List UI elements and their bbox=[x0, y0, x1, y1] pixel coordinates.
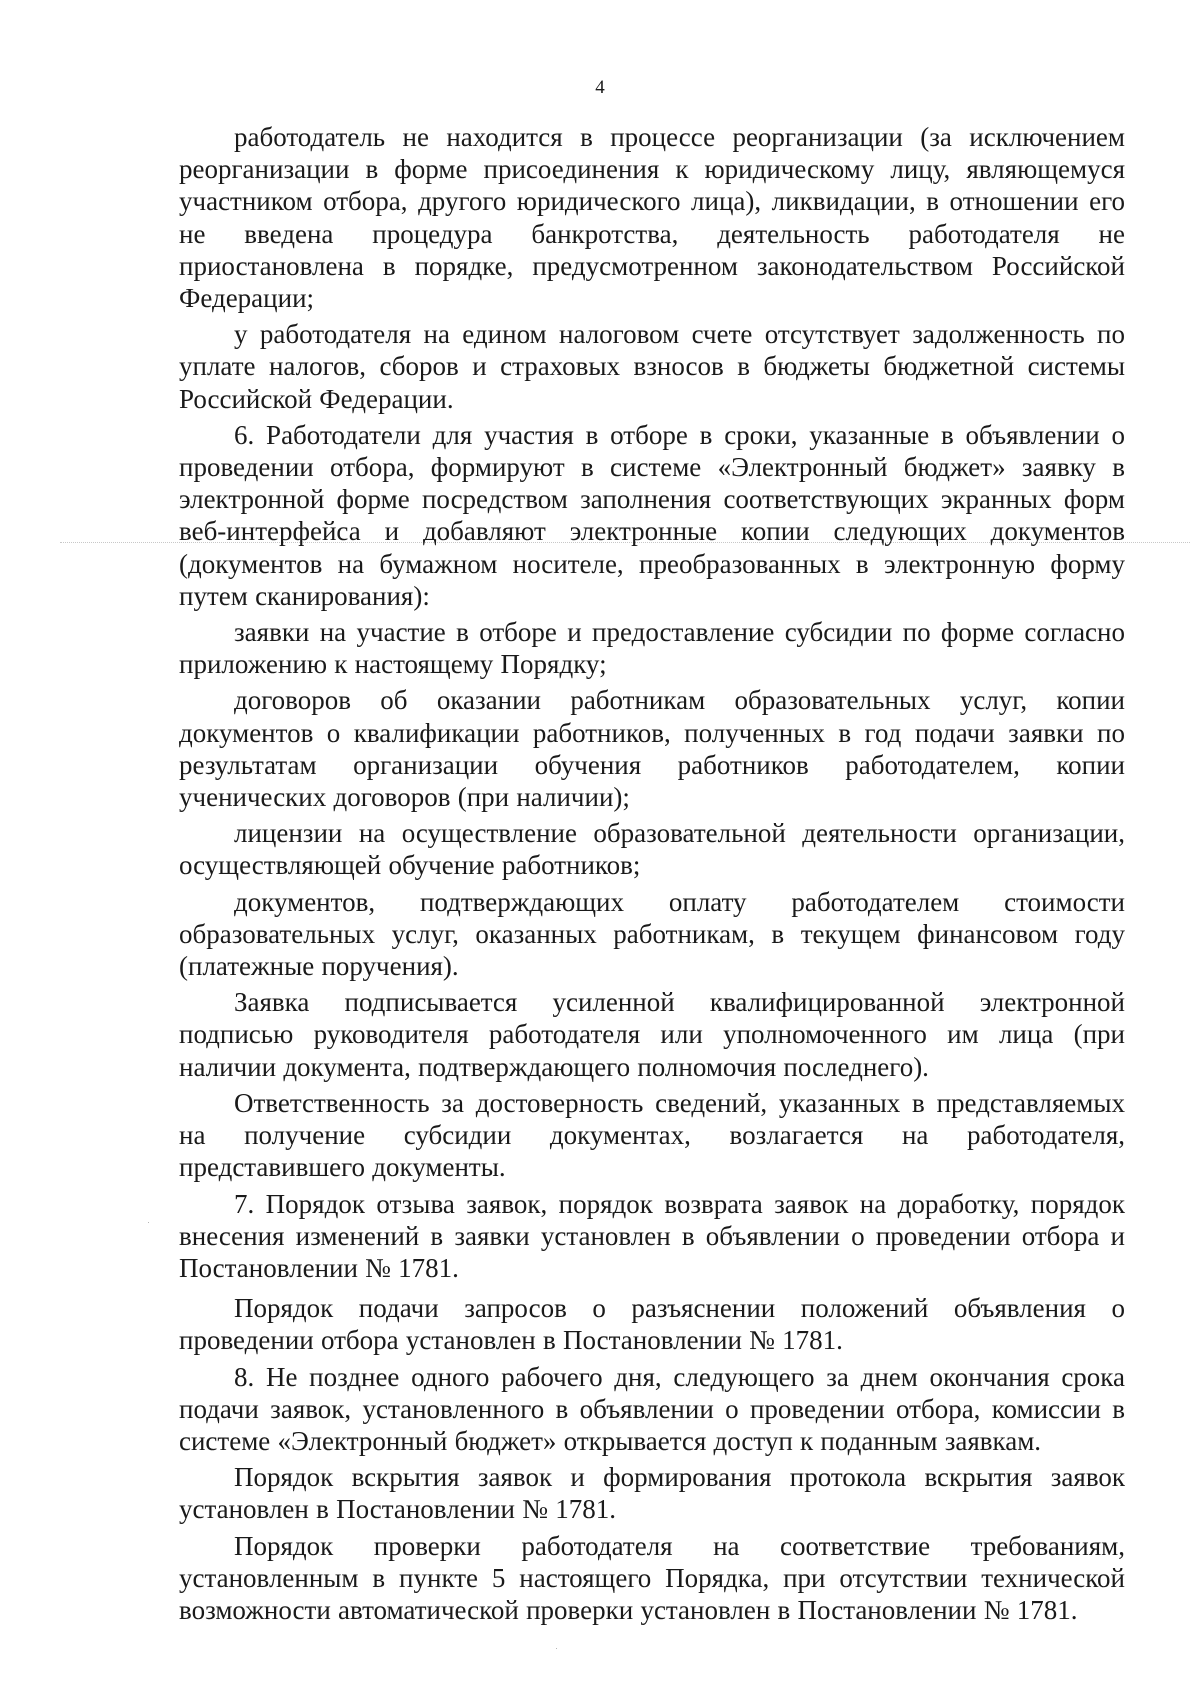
paragraph-signature: Заявка подписывается усиленной квалифицированной электронной подписью руководителя работодателя или уполномоченного им лица (при наличии документа, подтверждающего полномочия последнего). bbox=[179, 987, 1125, 1082]
paragraph-clarification-requests: Порядок подачи запросов о разъяснении положений объявления о проведении отбора установлен в Постановлении № 1781. bbox=[179, 1293, 1125, 1356]
scan-speck bbox=[556, 1648, 557, 1649]
page-number: 4 bbox=[595, 77, 605, 98]
paragraph-reorganization-condition: работодатель не находится в процессе реорганизации (за исключением реорганизации в форме присоединения к юридическому лицу, являющемуся участником отбора, другого юридического лица), ликвидации, в отношении его не введена процедура банкротства, деятельность работодателя не приостановлена в порядке, предусмотренном законодательством Российской Федерации; bbox=[179, 122, 1125, 314]
paragraph-responsibility: Ответственность за достоверность сведений, указанных в представляемых на получение субсидии документах, возлагается на работодателя, представившего документы. bbox=[179, 1087, 1125, 1183]
paragraph-applications-list-item: заявки на участие в отборе и предоставление субсидии по форме согласно приложению к настоящему Порядку; bbox=[179, 617, 1125, 680]
document-body bbox=[179, 121, 1125, 1626]
paragraph-license-list-item: лицензии на осуществление образовательной деятельности организации, осуществляющей обучение работников; bbox=[179, 818, 1125, 881]
paragraph-tax-debt-condition: у работодателя на едином налоговом счете отсутствует задолженность по уплате налогов, сборов и страховых взносов в бюджеты бюджетной системы Российской Федерации. bbox=[179, 319, 1125, 414]
paragraph-contracts-list-item: договоров об оказании работникам образовательных услуг, копии документов о квалификации работников, полученных в год подачи заявки по результатам организации обучения работников работодателем, копии ученических договоров (при наличии); bbox=[179, 685, 1125, 813]
paragraph-verification-procedure: Порядок проверки работодателя на соответствие требованиям, установленным в пункте 5 настоящего Порядка, при отсутствии технической возможности автоматической проверки установлен в Постановлении № 1781. bbox=[179, 1530, 1125, 1625]
paragraph-opening-procedure: Порядок вскрытия заявок и формирования протокола вскрытия заявок установлен в Постановлении № 1781. bbox=[179, 1462, 1125, 1525]
scan-speck bbox=[148, 1222, 149, 1223]
paragraph-item-8: 8. Не позднее одного рабочего дня, следующего за днем окончания срока подачи заявок, установленного в объявлении о проведении отбора, комиссии в системе «Электронный бюджет» открывается доступ к поданным заявкам. bbox=[179, 1361, 1125, 1456]
paragraph-item-7: 7. Порядок отзыва заявок, порядок возврата заявок на доработку, порядок внесения изменений в заявки установлен в объявлении о проведении отбора и Постановлении № 1781. bbox=[179, 1188, 1125, 1283]
paragraph-payment-docs-list-item: документов, подтверждающих оплату работодателем стоимости образовательных услуг, оказанных работникам, в текущем финансовом году (платежные поручения). bbox=[179, 886, 1125, 982]
paragraph-item-6: 6. Работодатели для участия в отборе в сроки, указанные в объявлении о проведении отбора, формируют в системе «Электронный бюджет» заявку в электронной форме посредством заполнения соответствующих экранных форм веб-интерфейса и добавляют электронные копии следующих документов (документов на бумажном носителе, преобразованных в электронную форму путем сканирования): bbox=[179, 419, 1125, 611]
